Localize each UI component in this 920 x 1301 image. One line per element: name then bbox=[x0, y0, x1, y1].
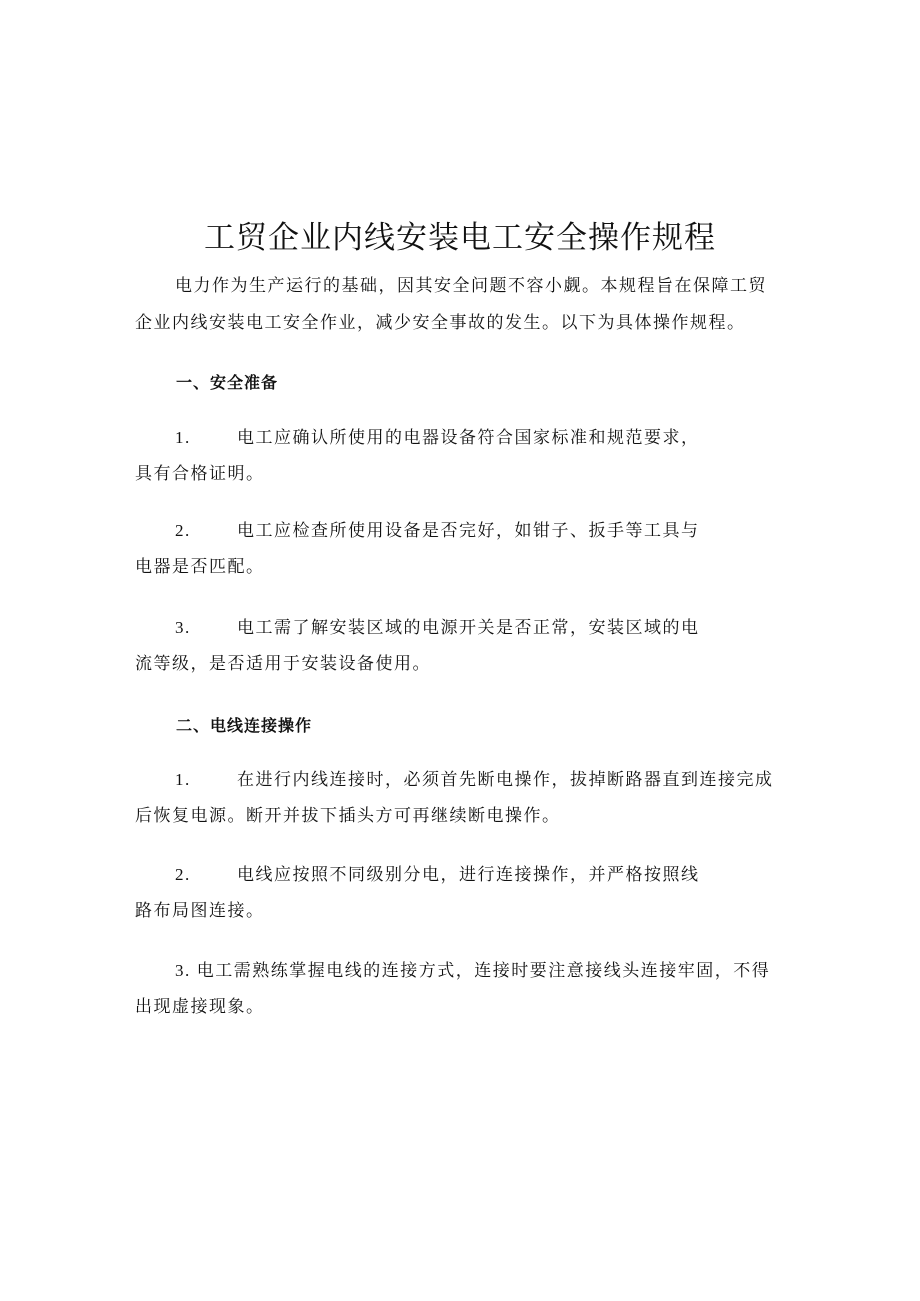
item-text-line1: 电工应检查所使用设备是否完好，如钳子、扳手等工具与 bbox=[237, 521, 700, 541]
item-number: 1. bbox=[175, 428, 191, 447]
item-text-line2: 流等级，是否适用于安装设备使用。 bbox=[135, 654, 431, 674]
item-number: 1. bbox=[175, 770, 191, 789]
item-text-line2: 后恢复电源。断开并拔下插头方可再继续断电操作。 bbox=[135, 806, 561, 826]
item-text-line1: 电线应按照不同级别分电，进行连接操作，并严格按照线 bbox=[237, 865, 700, 885]
item-number: 2. bbox=[175, 865, 191, 884]
item-text-line1: 电工应确认所使用的电器设备符合国家标准和规范要求， bbox=[237, 428, 700, 448]
document-title: 工贸企业内线安装电工安全操作规程 bbox=[204, 220, 716, 256]
list-item bbox=[135, 420, 785, 492]
item-number: 3. bbox=[175, 618, 191, 637]
item-text-line2: 具有合格证明。 bbox=[135, 464, 265, 484]
item-text-line2: 路布局图连接。 bbox=[135, 901, 265, 921]
item-number: 2. bbox=[175, 521, 191, 540]
list-item bbox=[135, 762, 785, 834]
section-heading-wire-connection: 二、电线连接操作 bbox=[176, 716, 313, 735]
list-item bbox=[135, 953, 785, 1025]
item-text-line2: 电器是否匹配。 bbox=[135, 557, 265, 577]
item-number: 3. bbox=[175, 961, 191, 980]
item-text-line1: 电工需熟练掌握电线的连接方式，连接时要注意接线头连接牢固，不得 bbox=[196, 961, 771, 981]
section-heading-safety-preparation: 一、安全准备 bbox=[176, 373, 279, 392]
item-text-line1: 在进行内线连接时，必须首先断电操作，拔掉断路器直到连接完成 bbox=[237, 770, 774, 790]
list-item bbox=[135, 857, 785, 929]
list-item bbox=[135, 610, 785, 682]
item-text-line2: 出现虚接现象。 bbox=[135, 997, 265, 1017]
list-item bbox=[135, 513, 785, 585]
item-text-line1: 电工需了解安装区域的电源开关是否正常，安装区域的电 bbox=[237, 618, 700, 638]
intro-paragraph: 电力作为生产运行的基础，因其安全问题不容小觑。本规程旨在保障工贸企业内线安装电工安全作业，减少安全事故的发生。以下为具体操作规程。 bbox=[135, 276, 767, 333]
